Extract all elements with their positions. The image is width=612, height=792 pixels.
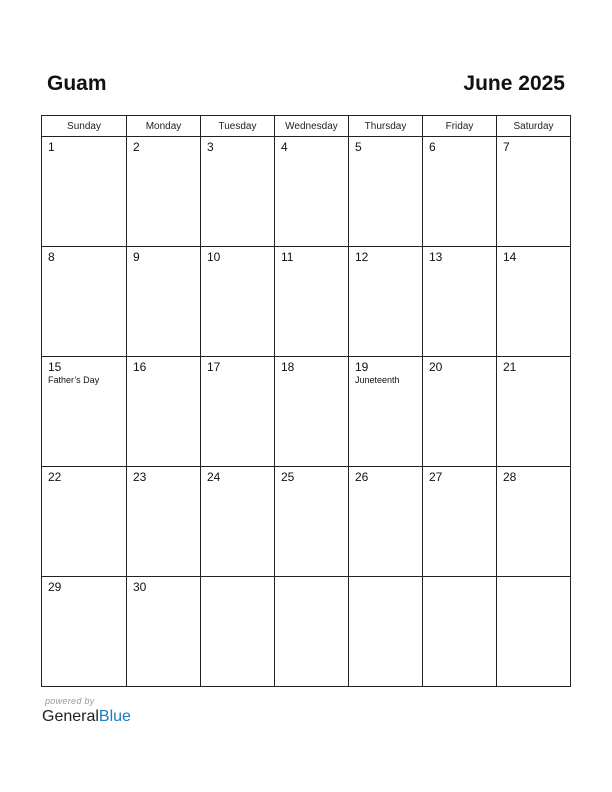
day-cell xyxy=(497,357,571,467)
day-number: 20 xyxy=(429,360,443,374)
day-number: 2 xyxy=(133,140,140,154)
weekday-friday: Friday xyxy=(423,116,497,137)
week-row xyxy=(42,247,571,357)
day-number: 24 xyxy=(207,470,221,484)
weekday-tuesday: Tuesday xyxy=(201,116,275,137)
day-number: 25 xyxy=(281,470,295,484)
day-number: 29 xyxy=(48,580,62,594)
weekday-saturday: Saturday xyxy=(497,116,571,137)
region-title: Guam xyxy=(47,72,107,95)
day-cell xyxy=(201,137,275,247)
day-number: 22 xyxy=(48,470,62,484)
powered-by-text: powered by xyxy=(45,696,95,706)
month-year-title: June 2025 xyxy=(463,72,565,95)
day-number: 11 xyxy=(281,250,294,264)
holiday-label: Juneteenth xyxy=(355,375,400,385)
day-cell xyxy=(127,577,201,687)
footer-branding xyxy=(42,696,131,726)
brand-first: General xyxy=(42,708,99,725)
calendar-grid xyxy=(41,115,571,687)
generalblue-logo[interactable] xyxy=(42,708,131,726)
day-cell xyxy=(275,137,349,247)
day-cell xyxy=(201,357,275,467)
day-cell xyxy=(423,247,497,357)
week-row xyxy=(42,357,571,467)
day-cell xyxy=(127,247,201,357)
day-cell xyxy=(42,577,127,687)
weekday-thursday: Thursday xyxy=(349,116,423,137)
day-number: 23 xyxy=(133,470,147,484)
day-cell xyxy=(423,137,497,247)
day-number: 21 xyxy=(503,360,517,374)
brand-second: Blue xyxy=(98,708,131,725)
day-cell xyxy=(275,577,349,687)
holiday-label: Father’s Day xyxy=(48,375,100,385)
day-cell xyxy=(423,357,497,467)
day-number: 1 xyxy=(48,140,55,154)
day-cell xyxy=(127,137,201,247)
day-number: 9 xyxy=(133,250,140,264)
day-number: 28 xyxy=(503,470,517,484)
week-row xyxy=(42,577,571,687)
day-cell xyxy=(423,467,497,577)
day-number: 8 xyxy=(48,250,55,264)
day-number: 6 xyxy=(429,140,436,154)
day-cell xyxy=(497,247,571,357)
day-cell xyxy=(201,577,275,687)
day-number: 7 xyxy=(503,140,510,154)
day-cell xyxy=(275,247,349,357)
weekday-header-row xyxy=(42,116,571,137)
day-number: 5 xyxy=(355,140,362,154)
day-cell xyxy=(127,467,201,577)
day-number: 10 xyxy=(207,250,221,264)
day-number: 16 xyxy=(133,360,147,374)
day-cell xyxy=(497,137,571,247)
week-row xyxy=(42,467,571,577)
day-cell xyxy=(201,467,275,577)
day-cell xyxy=(349,247,423,357)
day-cell xyxy=(42,357,127,467)
weekday-sunday: Sunday xyxy=(42,116,127,137)
day-number: 3 xyxy=(207,140,214,154)
day-cell xyxy=(275,467,349,577)
day-cell xyxy=(423,577,497,687)
day-cell xyxy=(127,357,201,467)
week-row xyxy=(42,137,571,247)
day-number: 14 xyxy=(503,250,517,264)
day-cell xyxy=(497,467,571,577)
day-number: 12 xyxy=(355,250,369,264)
day-cell xyxy=(201,247,275,357)
day-number: 4 xyxy=(281,140,288,154)
day-number: 30 xyxy=(133,580,147,594)
day-cell xyxy=(497,577,571,687)
day-cell xyxy=(42,247,127,357)
day-cell xyxy=(349,467,423,577)
day-cell xyxy=(349,137,423,247)
day-number: 15 xyxy=(48,360,62,374)
day-number: 26 xyxy=(355,470,369,484)
day-number: 19 xyxy=(355,360,369,374)
day-cell xyxy=(275,357,349,467)
weekday-monday: Monday xyxy=(127,116,201,137)
day-cell xyxy=(349,357,423,467)
day-cell xyxy=(42,467,127,577)
day-number: 17 xyxy=(207,360,221,374)
day-cell xyxy=(42,137,127,247)
weekday-wednesday: Wednesday xyxy=(275,116,349,137)
day-number: 27 xyxy=(429,470,443,484)
day-number: 18 xyxy=(281,360,295,374)
day-cell xyxy=(349,577,423,687)
day-number: 13 xyxy=(429,250,443,264)
